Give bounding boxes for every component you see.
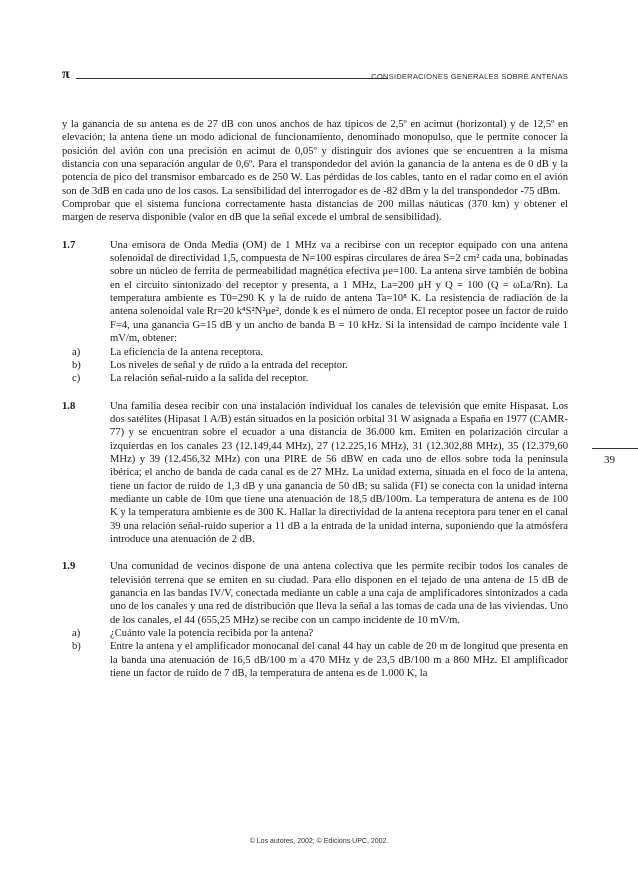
page-number: 39 [604,454,615,466]
page-number-rule [592,448,638,449]
subitem-text: La eficiencia de la antena receptora. [110,346,263,358]
problem-1-9 [62,560,568,680]
subitem-text: Los niveles de señal y de ruido a la entrada del receptor. [110,359,348,371]
subitem-label: c) [72,373,81,385]
subitem-label: b) [72,641,81,653]
paragraph: Comprobar que el sistema funciona correctamente hasta distancias de 200 millas náuticas (370 km) y obtener el margen de reserva disponible (valor en dB que la señal excede el umbral de sensibilidad). [62,199,568,224]
problem-1-7 [62,239,568,386]
header-rule [76,78,388,79]
paragraph: y la ganancia de su antena es de 27 dB con unos anchos de haz típicos de 2,5º en acimut (horizontal) y de 12,5º en elevación; la antena tiene un modo adicional de funcionamiento, denominado monopulso, que le permite conocer la posición del avión con una precisión en acimut de 0,05º y distinguir dos aviones que se encuentren a la misma distancia con una separación angular de 0,6º. Para el transpondedor del avión la ganancia de la antena es de 0 dB y la potencia de pico del transmisor embarcado es de 250 W. Las pérdidas de los cables, tanto en el radar como en el avión son de 3dB en cada uno de los casos. La sensibilidad del interrogador es de -82 dBm y la del transpondedor -75 dBm. [62,119,568,197]
problem-text: Una familia desea recibir con una instalación individual los canales de televisión que emite Hispasat. Los dos satélites (Hipasat 1 A/B) están situados en la posición orbital 31 W asignada a España en 1977 (CAMR-77) y se encuentran sobre el ecuador a una distancia de 36.000 km. Emiten en polarización circular a izquierdas en los canales 23 (12.149,44 MHz), 27 (12.225,16 MHz), 31 (12.302,88 MHz), 35 (12.379,60 MHz) y 39 (12.456,32 MHz) con una PIRE de 56 dBW en cada uno de ellos sobre toda la península ibérica; el ancho de banda de cada canal es de 27 MHz. La unidad externa, situada en el foco de la antena, tiene un factor de ruido de 1,3 dB y una ganancia de 50 dB; su salida (FI) se conecta con la unidad interna mediante un cable de 10m que tiene una atenuación de 18,5 dB/100m. La temperatura de antena es de 100 K y la temperatura ambiente es de 300 K. Hallar la directividad de la antena receptora para tener en el canal 39 una relación señal-ruido superior a 11 dB a la entrada de la unidad interna, suponiendo que la atmósfera introduce una atenuación de 2 dB. [110,400,568,545]
subitem-label: b) [72,359,81,371]
copyright-footer: © Los autores, 2002; © Edicions UPC, 2002. [249,838,389,845]
subitem-text: ¿Cuánto vale la potencia recibida por la antena? [110,628,314,640]
page-body [62,118,568,680]
problem-text: Una comunidad de vecinos dispone de una antena colectiva que les permite recibir todos los canales de televisión terrena que se emiten en su ciudad. Para ello disponen en el tejado de una antena de 15 dB de ganancia en las bandas IV/V, conectada mediante un cable a una caja de amplificadores sintonizados a cada uno de los canales y una red de distribución que lleva la señal a las tomas de cada una de las viviendas. Uno de los canales, el 44 (655,25 MHz) se recibe con un campo incidente de 10 mV/m. [110,561,568,626]
continued-problem [62,118,568,225]
subitem-label: a) [72,628,81,640]
problem-1-8 [62,400,568,547]
subitem [62,372,568,385]
problem-number: 1.9 [62,561,76,573]
page-header [62,67,568,86]
subitem [62,640,568,680]
subitem [62,359,568,372]
problem-text: Una emisora de Onda Media (OM) de 1 MHz va a recibirse con un receptor equipado con una antena solenoidal de directividad 1,5, compuesta de N=100 espiras circulares de área S=2 cm² cada una, bobinadas sobre un núcleo de ferrita de permeabilidad magnética efectiva μe=100. La antena sirve también de bobina en el circuito sintonizado del receptor y presenta, a 1 MHz, La=200 μH y Q = 100 (Q = ωLa/Rn). La temperatura ambiente es T0=290 K y la de ruido de antena Ta=10⁸ K. La resistencia de radiación de la antena solenoidal vale Rr=20 k⁴S²N²μe², donde k es el número de onda. El receptor posee un factor de ruido F=4, una ganancia G=15 dB y un ancho de banda B = 10 kHz. Si la intensidad de campo incidente vale 1 mV/m, obtener: [110,239,568,345]
subitem [62,346,568,359]
running-title: CONSIDERACIONES GENERALES SOBRE ANTENAS [371,72,568,81]
subitem [62,627,568,640]
problem-number: 1.7 [62,239,76,251]
subitem-text: Entre la antena y el amplificador monocanal del canal 44 hay un cable de 20 m de longitud que presenta en la banda una atenuación de 16,5 dB/100 m a 470 MHz y de 23,5 dB/100 m a 860 MHz. El amplificador tiene un factor de ruido de 7 dB, la temperatura de antena es de 1.000 K, la [110,641,568,680]
subitem-text: La relación señal-ruido a la salida del receptor. [110,373,309,385]
subitem-label: a) [72,346,81,358]
pi-logo-icon: π [62,67,70,82]
problem-number: 1.8 [62,400,76,412]
